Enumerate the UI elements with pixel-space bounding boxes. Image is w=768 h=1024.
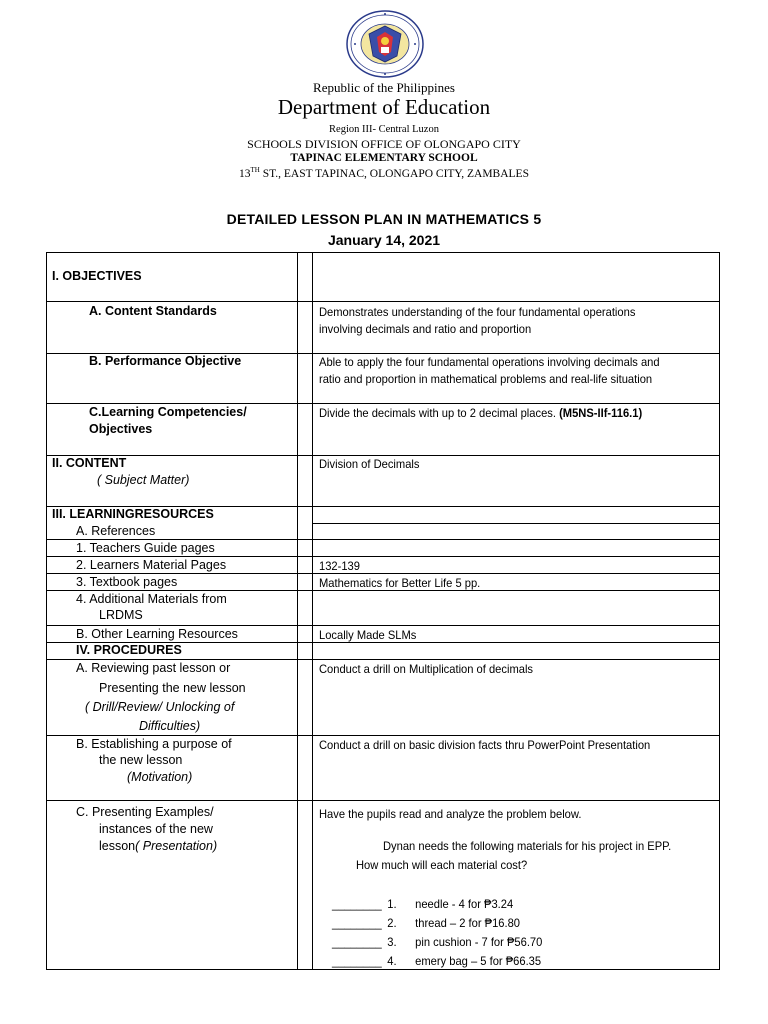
row-divider <box>312 523 719 524</box>
address-suffix: TH <box>250 166 260 174</box>
textbook-label: 3. Textbook pages <box>76 575 178 589</box>
objectives-heading: I. OBJECTIVES <box>52 269 142 283</box>
item-number: 4. <box>387 954 397 968</box>
content-value: Division of Decimals <box>319 457 420 471</box>
procedures-heading: IV. PROCEDURES <box>76 643 182 657</box>
learners-material-label: 2. Learners Material Pages <box>76 558 227 572</box>
item-blank: ________ <box>332 954 382 968</box>
division-label: SCHOOLS DIVISION OFFICE OF OLONGAPO CITY <box>247 137 521 151</box>
purpose-value: Conduct a drill on basic division facts thru PowerPoint Presentation <box>319 738 651 752</box>
item-row <box>332 896 513 912</box>
region-label: Region III- Central Luzon <box>329 124 439 135</box>
deped-seal-logo <box>345 10 425 78</box>
competencies-text: Divide the decimals with up to 2 decimal places. <box>319 406 556 420</box>
lesson-plan-title: DETAILED LESSON PLAN IN MATHEMATICS 5 <box>226 211 542 227</box>
competencies-value <box>319 405 642 421</box>
content-subheading: ( Subject Matter) <box>97 473 190 487</box>
performance-objective-line-1: Able to apply the four fundamental operations involving decimals and <box>319 355 660 369</box>
school-address <box>0 166 768 180</box>
row-divider <box>47 800 719 801</box>
performance-objective-label: B. Performance Objective <box>89 354 242 368</box>
item-number: 1. <box>387 897 397 911</box>
address-rest: ST., EAST TAPINAC, OLONGAPO CITY, ZAMBALES <box>259 167 529 180</box>
problem-line-2: How much will each material cost? <box>356 858 528 872</box>
department-title: Department of Education <box>277 95 491 119</box>
row-divider <box>47 301 719 302</box>
item-row <box>332 915 520 931</box>
problem-line-1: Dynan needs the following materials for his project in EPP. <box>383 839 672 853</box>
item-text: pin cushion - 7 for ₱56.70 <box>415 935 543 949</box>
additional-materials-line-2: LRDMS <box>99 608 143 622</box>
other-resources-label: B. Other Learning Resources <box>76 627 238 641</box>
review-label-line-1: A. Reviewing past lesson or <box>76 661 231 675</box>
examples-label-line-1: C. Presenting Examples/ <box>76 805 214 819</box>
item-number: 2. <box>387 916 397 930</box>
content-standards-label: A. Content Standards <box>89 304 217 318</box>
competencies-label-line-2: Objectives <box>89 422 153 436</box>
content-standards-line-1: Demonstrates understanding of the four fundamental operations <box>319 305 636 319</box>
content-heading: II. CONTENT <box>52 456 127 470</box>
other-resources-value: Locally Made SLMs <box>319 628 417 642</box>
item-blank: ________ <box>332 935 382 949</box>
references-label: A. References <box>76 524 156 538</box>
school-name: TAPINAC ELEMENTARY SCHOOL <box>290 152 478 164</box>
review-sub-line-1: ( Drill/Review/ Unlocking of <box>85 700 235 714</box>
examples-sub: ( Presentation) <box>135 839 218 853</box>
item-blank: ________ <box>332 897 382 911</box>
address-number: 13 <box>239 167 251 180</box>
purpose-label-line-1: B. Establishing a purpose of <box>76 737 232 751</box>
republic-label: Republic of the Philippines <box>313 80 455 95</box>
performance-objective-line-2: ratio and proportion in mathematical problems and real-life situation <box>319 372 653 386</box>
item-row <box>332 934 542 950</box>
examples-intro: Have the pupils read and analyze the problem below. <box>319 807 582 821</box>
content-standards-line-2: involving decimals and ratio and proportion <box>319 322 532 336</box>
teachers-guide-label: 1. Teachers Guide pages <box>76 541 215 555</box>
textbook-value: Mathematics for Better Life 5 pp. <box>319 576 481 590</box>
item-number: 3. <box>387 935 397 949</box>
lesson-plan-date: January 14, 2021 <box>327 232 441 248</box>
item-blank: ________ <box>332 916 382 930</box>
review-label-line-2: Presenting the new lesson <box>99 681 246 695</box>
examples-label-text: lesson <box>99 839 136 853</box>
table-divider <box>312 253 313 969</box>
review-sub-line-2: Difficulties) <box>139 719 201 733</box>
learners-material-value: 132-139 <box>319 559 360 573</box>
additional-materials-line-1: 4. Additional Materials from <box>76 592 227 606</box>
lesson-plan-table <box>46 252 720 970</box>
competencies-code: (M5NS-IIf-116.1) <box>559 406 643 420</box>
review-value: Conduct a drill on Multiplication of decimals <box>319 662 534 676</box>
purpose-sub: (Motivation) <box>127 770 193 784</box>
examples-label-line-2: instances of the new <box>99 822 213 836</box>
item-text: needle - 4 for ₱3.24 <box>415 897 514 911</box>
examples-label-line-3 <box>99 838 217 855</box>
purpose-label-line-2: the new lesson <box>99 753 183 767</box>
resources-heading: III. LEARNINGRESOURCES <box>52 507 214 521</box>
item-text: emery bag – 5 for ₱66.35 <box>415 954 542 968</box>
table-divider <box>297 253 298 969</box>
item-row <box>332 953 541 969</box>
item-text: thread – 2 for ₱16.80 <box>415 916 521 930</box>
competencies-label-line-1: C.Learning Competencies/ <box>89 405 247 419</box>
